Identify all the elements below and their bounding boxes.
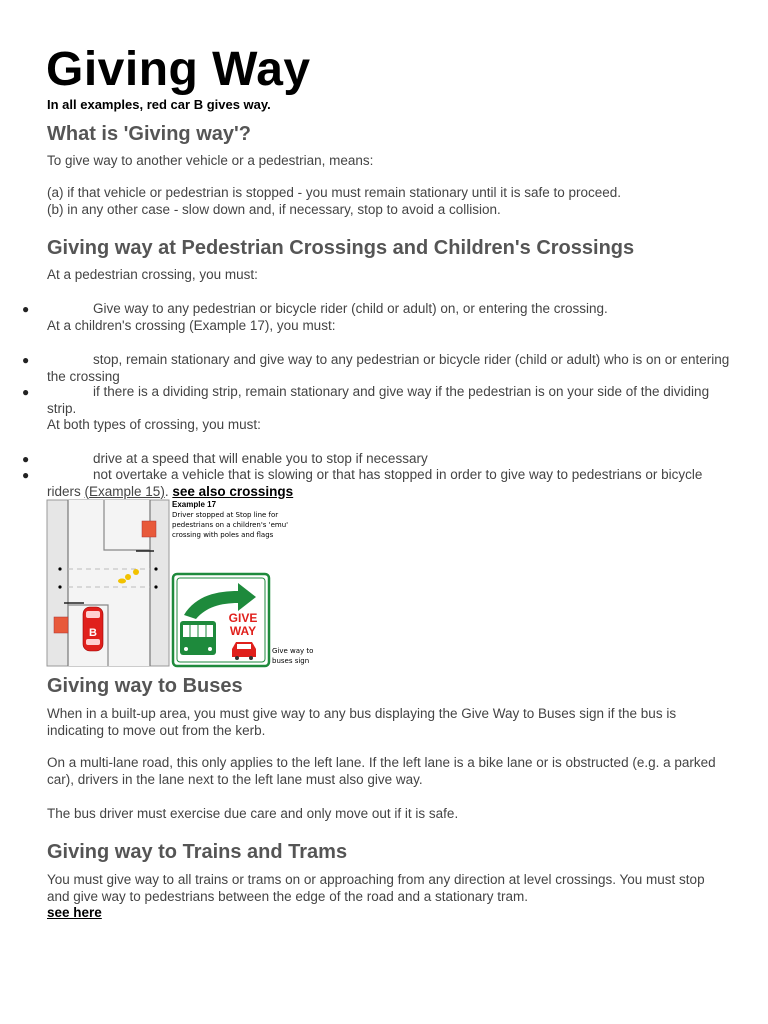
bullet-icon: ●	[22, 302, 30, 316]
svg-text:GIVE: GIVE	[228, 611, 258, 625]
section-heading-giving-way: What is 'Giving way'?	[47, 123, 251, 145]
bus-icon	[180, 621, 216, 655]
section-heading-buses: Giving way to Buses	[47, 675, 243, 697]
figure-caption: crossing with poles and flags	[172, 531, 274, 539]
paragraph: To give way to another vehicle or a pedestrian, means:	[47, 153, 374, 168]
section-heading-trains-trams: Giving way to Trains and Trams	[47, 841, 348, 863]
example-15-link[interactable]: (Example 15)	[84, 483, 165, 499]
example-title: Example 17	[172, 500, 217, 509]
page-subtitle: In all examples, red car B gives way.	[47, 97, 271, 112]
page-title: Giving Way	[46, 43, 311, 96]
figure-caption: pedestrians on a children's 'emu'	[172, 521, 289, 529]
sign-caption: buses sign	[272, 657, 310, 665]
bullet-icon: ●	[22, 452, 30, 466]
see-here-link[interactable]: see here	[47, 905, 102, 920]
paragraph: You must give way to all trains or trams on or approaching from any direction at level crossings. You must stop and give way to pedestrians between the edge of the road and a stationary tram.	[47, 872, 705, 904]
bullet-icon: ●	[22, 468, 30, 482]
paragraph: On a multi-lane road, this only applies to the left lane. If the left lane is a bike lane or is obstructed (e.g. a parked car), drivers in the lane next to the left lane must also give way.	[47, 755, 716, 787]
see-also-crossings-link[interactable]: see also crossings	[172, 483, 294, 499]
section-heading-crossings: Giving way at Pedestrian Crossings and Children's Crossings	[47, 237, 635, 259]
svg-text:B: B	[89, 627, 97, 639]
paragraph: (a) if that vehicle or pedestrian is stopped - you must remain stationary until it is safe to proceed.	[47, 185, 622, 200]
give-way-to-buses-sign	[173, 574, 269, 666]
document-page: Giving Way In all examples, red car B gives way. What is 'Giving way'? To give way to another vehicle or a pedestrian, means: (a) if that vehicle or pedestrian is stopped - you must remain stationary until it is safe to proceed. (b) in any other case - slow down and, if necessary, stop to avoid a collision. Giving way at Pedestrian Crossings and Children's Crossings At a pedestrian crossing, you must: ● Give way to any pedestrian or bicycle rider (child or adult) on, or entering the crossing. At a children's crossing (Example 17), you must: ● stop, remain stationary and give way to any pedestrian or bicycle rider (child or adult) who is on or entering the crossing ● if there is a dividing strip, remain stationary and give way if the pedestrian is on your side of the dividing strip. At both types of crossing, you must: ● drive at a speed that will enable you to stop if necessary ● not overtake a vehicle that is slowing or that has stopped in order to give way to pedestrians or bicycle riders (Example 15). see also crossings B Example 17 Driver stopped at Stop line for pedestrians on a children's 'emu' crossing with poles and flags GIVE WAY Give way to buses sign Giving way to Buses When in a built-up area, you must give way to any bus displaying the Give Way to Buses sign if the bus is indicating to move out from the kerb. On a multi-lane road, this only applies to the left lane. If the left lane is a bike lane or is obstructed (e.g. a parked car), drivers in the lane next to the left lane must also give way. The bus driver must exercise due care and only move out if it is safe. Giving way to Trains and Trams You must give way to all trains or trams on or approaching from any direction at level crossings. You must stop and give way to pedestrians between the edge of the road and a stationary tram. see here	[22, 43, 730, 920]
paragraph: (b) in any other case - slow down and, if necessary, stop to avoid a collision.	[47, 202, 501, 217]
red-car-b-icon	[83, 607, 103, 651]
bullet-icon: ●	[22, 385, 30, 399]
sign-caption: Give way to	[272, 647, 314, 655]
paragraph: The bus driver must exercise due care and only move out if it is safe.	[47, 806, 459, 821]
paragraph: At a pedestrian crossing, you must:	[47, 267, 258, 282]
example-17-figure	[46, 499, 336, 669]
paragraph: When in a built-up area, you must give way to any bus displaying the Give Way to Buses sign if the bus is indicating to move out from the kerb.	[47, 706, 677, 738]
svg-text:WAY: WAY	[229, 624, 257, 638]
paragraph: At both types of crossing, you must:	[47, 417, 261, 432]
crossing-diagram	[47, 500, 169, 666]
figure-caption: Driver stopped at Stop line for	[172, 511, 279, 519]
bullet-icon: ●	[22, 353, 30, 367]
paragraph: At a children's crossing (Example 17), you must:	[47, 318, 336, 333]
